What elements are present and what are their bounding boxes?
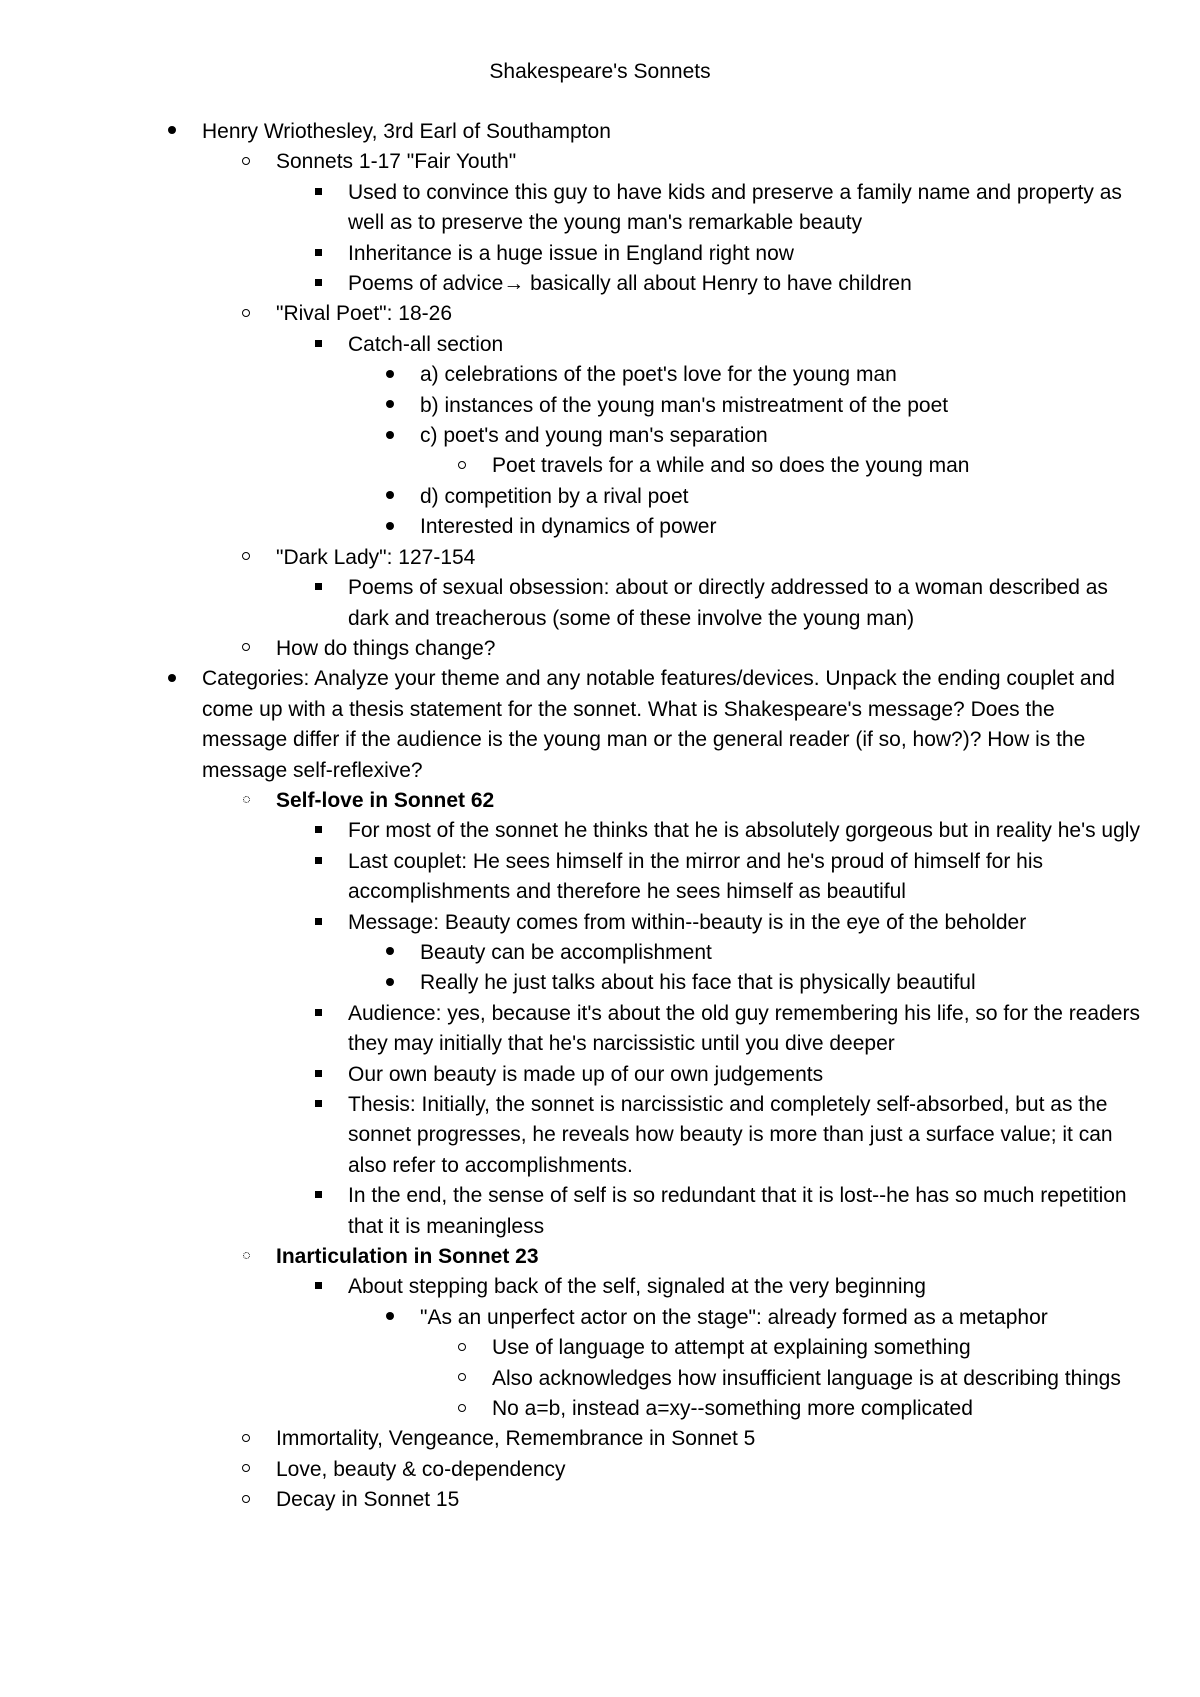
- list-item: [0, 482, 1200, 512]
- square-bullet-icon: [308, 847, 328, 877]
- list-item: [0, 573, 1200, 634]
- square-bullet-icon: [308, 330, 328, 360]
- filled-bullet-icon: [380, 482, 400, 512]
- square-bullet-icon: [308, 908, 328, 938]
- list-item-text: "Rival Poet": 18-26: [276, 302, 452, 326]
- list-item-text: Love, beauty & co-dependency: [276, 1457, 566, 1481]
- square-bullet-icon: [308, 178, 328, 208]
- notes-list: [0, 117, 1200, 1516]
- list-item-text: Thesis: Initially, the sonnet is narcissistic and completely self-absorbed, but as the sonnet progresses, he reveals how beauty is more than just a surface value; it can also refer to accomplishments.: [348, 1093, 1113, 1177]
- list-item: [0, 999, 1200, 1060]
- list-item: [0, 512, 1200, 542]
- list-item-text: Inarticulation in Sonnet 23: [276, 1245, 539, 1269]
- square-bullet-icon: [308, 1060, 328, 1090]
- filled-bullet-icon: [380, 512, 400, 542]
- hollow-bullet-icon: [236, 543, 256, 573]
- filled-bullet-icon: [380, 360, 400, 390]
- hollow-bullet-icon: [236, 1485, 256, 1515]
- hollow-bullet-icon: [452, 1394, 472, 1424]
- list-item: [0, 299, 1200, 329]
- filled-bullet-icon: [380, 938, 400, 968]
- list-item-text: d) competition by a rival poet: [420, 484, 689, 508]
- list-item-text: For most of the sonnet he thinks that he is absolutely gorgeous but in reality he's ugly: [348, 819, 1140, 843]
- list-item-text: In the end, the sense of self is so redundant that it is lost--he has so much repetition that it is meaningless: [348, 1184, 1127, 1238]
- section-heading-item: [0, 786, 1200, 816]
- list-item-text: Inheritance is a huge issue in England right now: [348, 241, 794, 265]
- list-item: [0, 330, 1200, 360]
- hollow-bullet-icon: [236, 147, 256, 177]
- square-bullet-icon: [308, 239, 328, 269]
- list-item: [0, 1272, 1200, 1302]
- list-item: [0, 543, 1200, 573]
- list-item-text: Really he just talks about his face that is physically beautiful: [420, 971, 976, 995]
- list-item-text: "As an unperfect actor on the stage": already formed as a metaphor: [420, 1305, 1048, 1329]
- list-item-text: How do things change?: [276, 636, 496, 660]
- hollow-bullet-icon: [236, 634, 256, 664]
- list-item: [0, 1424, 1200, 1454]
- list-item: [0, 421, 1200, 451]
- list-item: [0, 451, 1200, 481]
- list-item: [0, 178, 1200, 239]
- filled-bullet-icon: [380, 968, 400, 998]
- hollow-bullet-icon: [452, 1364, 472, 1394]
- list-item-text: Message: Beauty comes from within--beauty is in the eye of the beholder: [348, 910, 1027, 934]
- dotted-bullet-icon: [236, 1242, 256, 1272]
- section-heading-item: [0, 1242, 1200, 1272]
- list-item-text: No a=b, instead a=xy--something more complicated: [492, 1397, 973, 1421]
- hollow-bullet-icon: [452, 1333, 472, 1363]
- list-item: [0, 908, 1200, 938]
- list-item-text: Henry Wriothesley, 3rd Earl of Southampton: [202, 120, 611, 143]
- square-bullet-icon: [308, 1090, 328, 1120]
- list-item-text: "Dark Lady": 127-154: [276, 545, 476, 569]
- list-item: [0, 816, 1200, 846]
- list-item-text: b) instances of the young man's mistreatment of the poet: [420, 393, 949, 417]
- filled-bullet-icon: [162, 117, 182, 147]
- list-item-text: Audience: yes, because it's about the old guy remembering his life, so for the readers they may initially that he's narcissistic until you dive deeper: [348, 1001, 1140, 1056]
- square-bullet-icon: [308, 573, 328, 603]
- list-item-text: Poems of sexual obsession: about or directly addressed to a woman described as dark and treacherous (some of these involve the young man): [348, 576, 1108, 630]
- list-item: [0, 938, 1200, 968]
- hollow-bullet-icon: [236, 1424, 256, 1454]
- list-item-text: Categories: Analyze your theme and any notable features/devices. Unpack the ending couplet and come up with a thesis statement for the sonnet. What is Shakespeare's message? Does the message differ if the audience is the young man or the general reader (if so, how?)? How is the message self-reflexive?: [202, 667, 1115, 782]
- list-item-text: Our own beauty is made up of our own judgements: [348, 1062, 824, 1086]
- filled-bullet-icon: [162, 664, 182, 694]
- list-item-text: Use of language to attempt at explaining something: [492, 1336, 971, 1360]
- list-item-text: Also acknowledges how insufficient language is at describing things: [492, 1366, 1121, 1390]
- square-bullet-icon: [308, 1272, 328, 1302]
- list-item: [0, 1090, 1200, 1181]
- list-item: [0, 664, 1200, 786]
- list-item-text: Catch-all section: [348, 332, 504, 356]
- filled-bullet-icon: [380, 421, 400, 451]
- list-item: [0, 1303, 1200, 1333]
- hollow-bullet-icon: [236, 299, 256, 329]
- list-item: [0, 847, 1200, 908]
- list-item: [0, 1060, 1200, 1090]
- hollow-bullet-icon: [236, 1455, 256, 1485]
- list-item-text: Last couplet: He sees himself in the mirror and he's proud of himself for his accomplishments and therefore he sees himself as beautiful: [348, 849, 1043, 904]
- list-item: [0, 1333, 1200, 1363]
- list-item: [0, 147, 1200, 177]
- list-item-text: Poems of advice→ basically all about Henry to have children: [348, 272, 912, 296]
- square-bullet-icon: [308, 269, 328, 299]
- list-item: [0, 634, 1200, 664]
- square-bullet-icon: [308, 1181, 328, 1211]
- dotted-bullet-icon: [236, 786, 256, 816]
- list-item-text: Immortality, Vengeance, Remembrance in Sonnet 5: [276, 1427, 756, 1451]
- list-item: [0, 1364, 1200, 1394]
- list-item-text: About stepping back of the self, signaled at the very beginning: [348, 1275, 926, 1299]
- list-item-text: a) celebrations of the poet's love for the young man: [420, 363, 897, 387]
- list-item: [0, 1394, 1200, 1424]
- list-item-text: Decay in Sonnet 15: [276, 1488, 460, 1512]
- list-item-text: Interested in dynamics of power: [420, 515, 717, 539]
- list-item-text: Poet travels for a while and so does the young man: [492, 454, 970, 478]
- list-item-text: c) poet's and young man's separation: [420, 424, 768, 448]
- list-item: [0, 1181, 1200, 1242]
- filled-bullet-icon: [380, 391, 400, 421]
- list-item: [0, 117, 1200, 147]
- document-title: Shakespeare's Sonnets: [489, 60, 711, 83]
- list-item: [0, 1455, 1200, 1485]
- list-item: [0, 391, 1200, 421]
- hollow-bullet-icon: [452, 451, 472, 481]
- square-bullet-icon: [308, 999, 328, 1029]
- square-bullet-icon: [308, 816, 328, 846]
- list-item: [0, 968, 1200, 998]
- filled-bullet-icon: [380, 1303, 400, 1333]
- list-item: [0, 239, 1200, 269]
- list-item: [0, 360, 1200, 390]
- list-item-text: Used to convince this guy to have kids and preserve a family name and property as well as to preserve the young man's remarkable beauty: [348, 180, 1122, 235]
- list-item: [0, 1485, 1200, 1515]
- list-item-text: Sonnets 1-17 "Fair Youth": [276, 150, 517, 174]
- list-item: [0, 269, 1200, 299]
- list-item-text: Beauty can be accomplishment: [420, 940, 712, 964]
- list-item-text: Self-love in Sonnet 62: [276, 788, 495, 812]
